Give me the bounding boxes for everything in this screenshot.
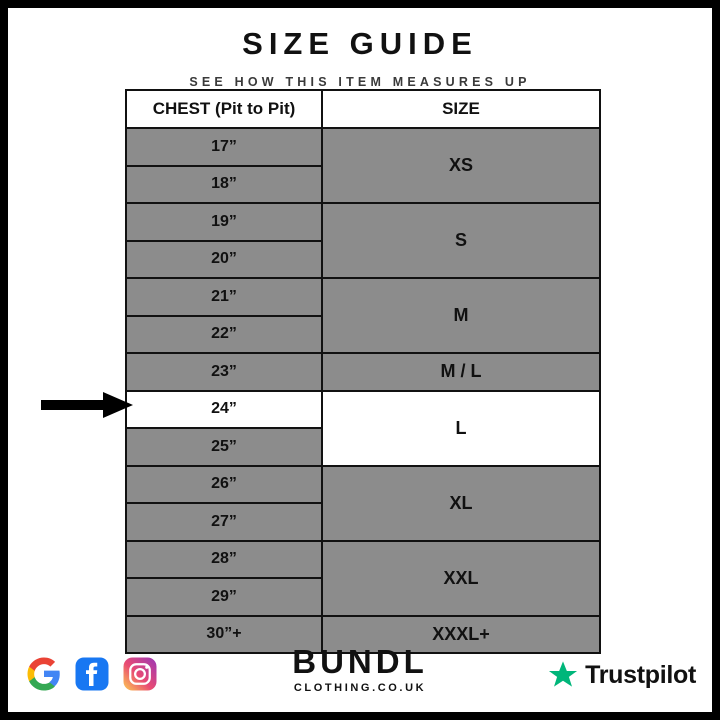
table-header-row: [126, 90, 600, 128]
chest-cell: 25”: [126, 428, 322, 466]
column-header-chest: CHEST (Pit to Pit): [126, 90, 322, 128]
size-cell: XXXL+: [322, 616, 600, 654]
size-table: [125, 89, 601, 654]
table-row: [126, 128, 600, 166]
size-cell: M / L: [322, 353, 600, 391]
size-guide-card: [8, 8, 712, 712]
size-cell: XL: [322, 466, 600, 541]
table-row-highlighted: [126, 391, 600, 429]
chest-cell: 17”: [126, 128, 322, 166]
chest-cell: 26”: [126, 466, 322, 504]
size-cell: M: [322, 278, 600, 353]
size-cell: S: [322, 203, 600, 278]
trustpilot-label: Trustpilot: [585, 660, 696, 689]
chest-cell: 30”+: [126, 616, 322, 654]
brand-website: CLOTHING.CO.UK: [293, 682, 427, 694]
size-cell: XS: [322, 128, 600, 203]
chest-cell: 19”: [126, 203, 322, 241]
highlight-arrow-icon: [41, 392, 133, 418]
chest-cell: 22”: [126, 316, 322, 354]
brand-name: BUNDL: [292, 643, 428, 680]
trustpilot-badge[interactable]: [548, 660, 696, 690]
page-subtitle: SEE HOW THIS ITEM MEASURES UP: [189, 75, 531, 89]
size-table-wrapper: [125, 89, 595, 654]
chest-cell: 20”: [126, 241, 322, 279]
chest-cell: 18”: [126, 166, 322, 204]
chest-cell-highlighted: 24”: [126, 391, 322, 429]
size-cell-highlighted: L: [322, 391, 600, 466]
chest-cell: 27”: [126, 503, 322, 541]
size-cell: XXL: [322, 541, 600, 616]
trustpilot-star-icon: [548, 660, 578, 690]
table-row: [126, 203, 600, 241]
chest-cell: 21”: [126, 278, 322, 316]
footer: [8, 638, 712, 712]
chest-cell: 28”: [126, 541, 322, 579]
table-row: [126, 466, 600, 504]
table-row: [126, 353, 600, 391]
table-row: [126, 541, 600, 579]
table-row: [126, 278, 600, 316]
chest-cell: 29”: [126, 578, 322, 616]
chest-cell: 23”: [126, 353, 322, 391]
column-header-size: SIZE: [322, 90, 600, 128]
page-title: SIZE GUIDE: [242, 26, 478, 61]
